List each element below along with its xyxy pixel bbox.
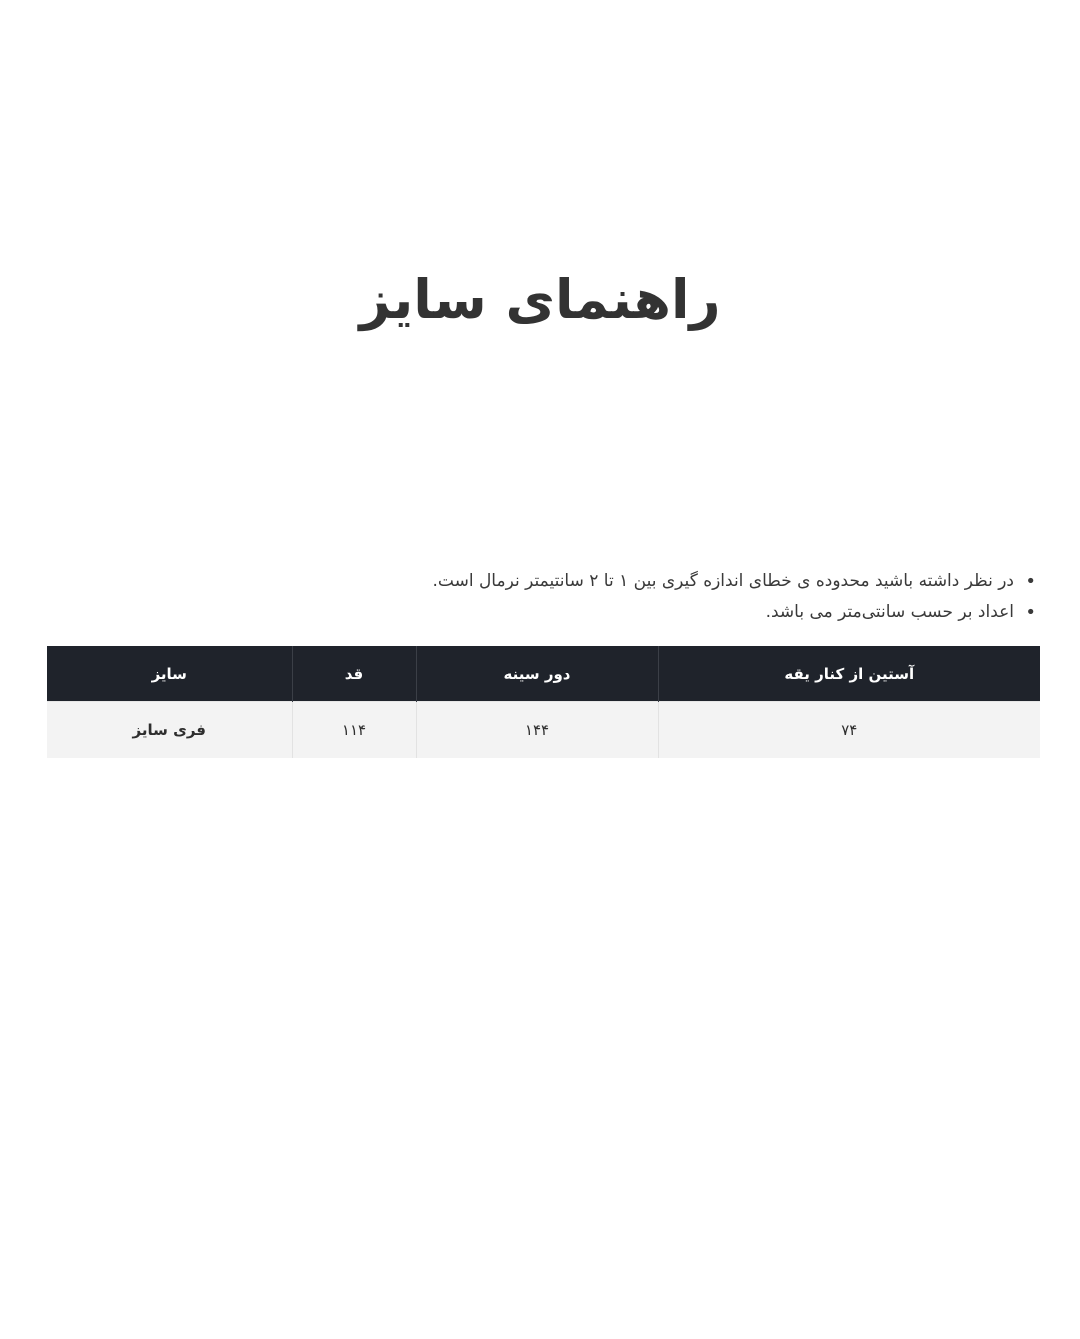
table-header-row bbox=[47, 646, 1040, 702]
table-row bbox=[47, 702, 1040, 759]
table-body bbox=[47, 702, 1040, 759]
column-header-sleeve: آستین از کنار یقه bbox=[658, 646, 1040, 702]
table-header bbox=[47, 646, 1040, 702]
note-item: • اعداد بر حسب سانتی‌متر می باشد. bbox=[40, 597, 1040, 628]
note-item: • در نظر داشته باشید محدوده ی خطای اندازه گیری بین ۱ تا ۲ سانتیمتر نرمال است. bbox=[40, 566, 1040, 597]
size-chart-table bbox=[47, 646, 1040, 758]
cell-sleeve: ۷۴ bbox=[658, 702, 1040, 759]
column-header-size: سایز bbox=[47, 646, 292, 702]
cell-chest: ۱۴۴ bbox=[416, 702, 658, 759]
page-title: راهنمای سایز bbox=[359, 268, 721, 332]
column-header-chest: دور سینه bbox=[416, 646, 658, 702]
cell-size: فری سایز bbox=[47, 702, 292, 759]
measurement-notes-list bbox=[40, 566, 1040, 629]
cell-length: ۱۱۴ bbox=[292, 702, 416, 759]
column-header-length: قد bbox=[292, 646, 416, 702]
